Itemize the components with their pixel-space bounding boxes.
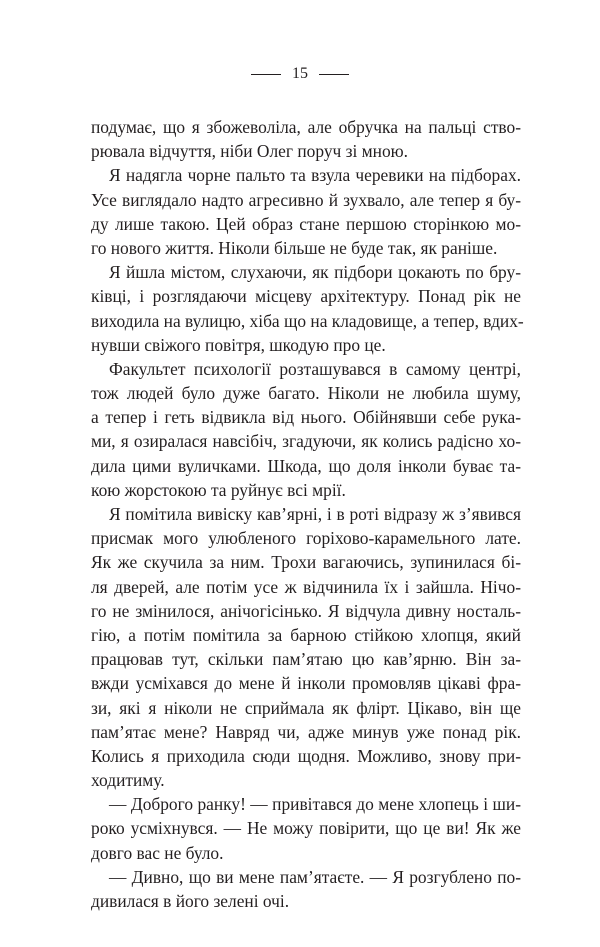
text-line: роко усміхнувся. — Не можу повірити, що це ви! Як же: [91, 818, 521, 839]
header-rule-left: [251, 74, 281, 75]
paragraph-first-line: — Дивно, що ви мене пам’ятаєте. — Я розгублено по-: [109, 866, 521, 887]
text-line: Усе виглядало надто агресивно й зухвало, але тепер я бу-: [91, 189, 521, 210]
text-line: Як же скучила за ним. Трохи вагаючись, зупинилася бі-: [91, 552, 521, 573]
body-text: [91, 115, 524, 913]
text-line: працював тут, скільки пам’ятаю цю кав’ярню. Він за-: [91, 649, 521, 670]
text-line: пам’ятає мене? Навряд чи, адже минув уже понад рік.: [91, 721, 521, 742]
text-line: гію, а потім помітила за барною стійкою хлопця, який: [91, 624, 521, 645]
text-line: виходила на вулицю, хіба що на кладовище, а тепер, вдих-: [91, 310, 524, 331]
text-line: ходитиму.: [91, 770, 165, 791]
paragraph-first-line: Я йшла містом, слухаючи, як підбори цокають по бру-: [109, 262, 521, 283]
text-line: ківці, і розглядаючи місцеву архітектуру. Понад рік не: [91, 286, 521, 307]
text-line: го не змінилося, анічогісінько. Я відчула дивну носталь-: [91, 600, 521, 621]
text-line: го нового життя. Ніколи більше не буде так, як раніше.: [91, 237, 498, 258]
header-rule-right: [319, 74, 349, 75]
paragraph-first-line: Я помітила вивіску кав’ярні, і в роті відразу ж з’явився: [109, 504, 521, 524]
text-line: подумає, що я збожеволіла, але обручка на пальці ство-: [91, 117, 521, 137]
paragraph-first-line: — Доброго ранку! — привітався до мене хлопець і ши-: [109, 794, 521, 815]
text-line: дила цими вуличками. Шкода, що доля інколи буває та-: [91, 455, 521, 476]
text-line: дивилася в його зелені очі.: [91, 891, 290, 911]
paragraph-first-line: Факультет психології розташувався в самому центрі,: [109, 358, 521, 379]
text-line: а тепер і геть відвикла від нього. Обійнявши себе рука-: [91, 407, 521, 428]
text-line: вжди усміхався до мене й інколи промовляв цікаві фра-: [91, 673, 521, 694]
page-header: [0, 64, 600, 84]
paragraph-first-line: Я надягла чорне пальто та взула черевики на підборах.: [109, 165, 521, 186]
text-line: зи, які я ніколи не сприймала як флірт. Цікаво, він ще: [91, 697, 521, 718]
text-line: кою жорстокою та руйнує всі мрії.: [91, 479, 346, 500]
text-line: рювала відчуття, ніби Олег поруч зі мною.: [91, 141, 409, 162]
text-line: довго вас не було.: [91, 842, 224, 863]
text-line: тож людей було дуже багато. Ніколи не любила шуму,: [91, 383, 521, 404]
text-line: ду лише такою. Цей образ стане першою сторінкою мо-: [91, 213, 521, 234]
text-line: ми, я озиралася навсібіч, згадуючи, як колись радісно хо-: [91, 431, 521, 452]
text-line: ля дверей, але потім усе ж відчинила їх і зайшла. Нічо-: [91, 576, 521, 597]
text-line: Колись я приходила сюди щодня. Можливо, знову при-: [91, 745, 521, 766]
page-number: 15: [292, 65, 308, 82]
text-line: нувши свіжого повітря, шкодую про це.: [91, 334, 386, 355]
text-line: присмак мого улюбленого горіхово-карамельного лате.: [91, 528, 521, 549]
